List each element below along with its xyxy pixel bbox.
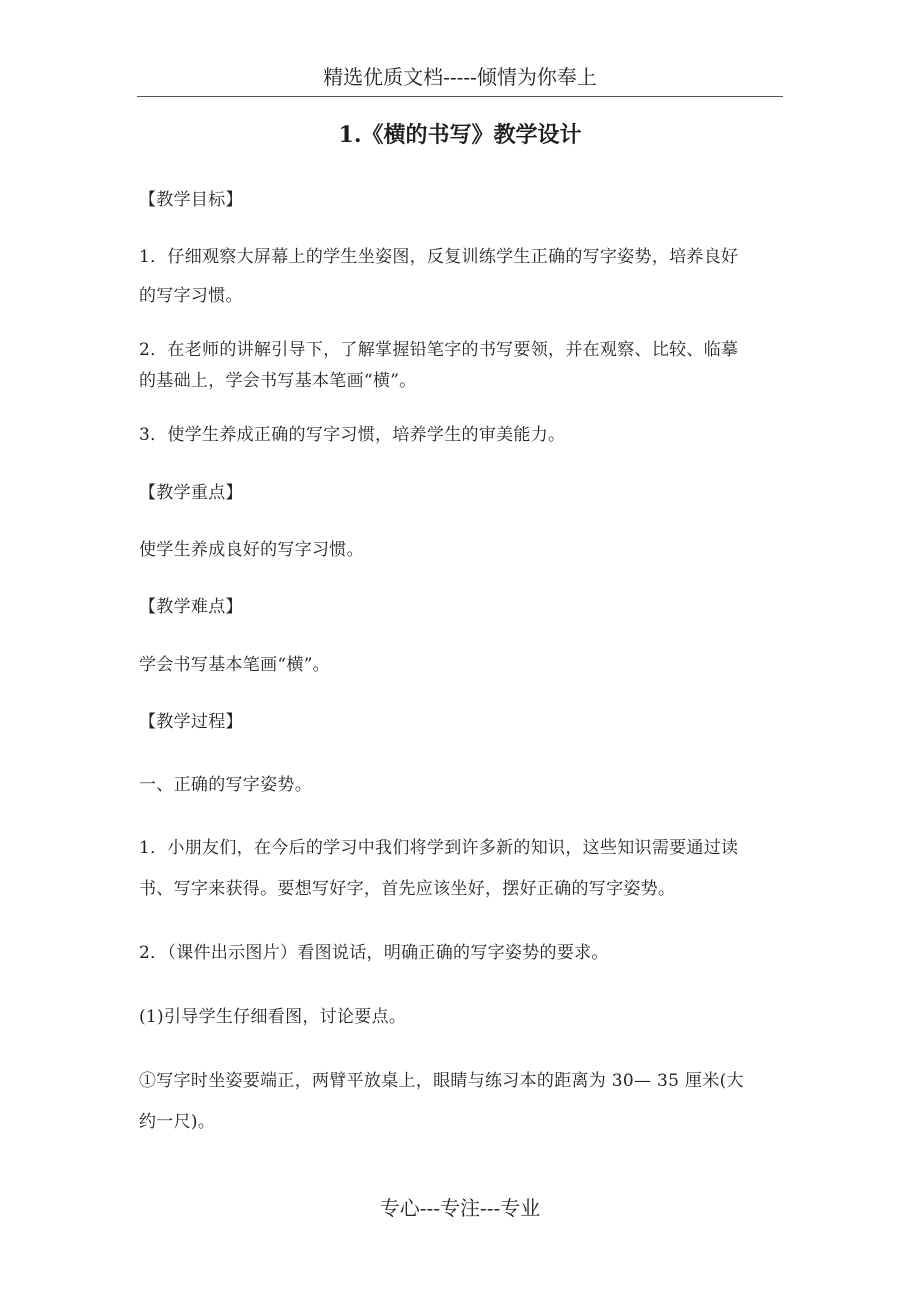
objective-1-line-1: 1．仔细观察大屏幕上的学生坐姿图，反复训练学生正确的写字姿势，培养良好	[139, 247, 739, 267]
difficulty-heading: 【教学难点】	[139, 597, 243, 617]
page-footer: 专心---专注---专业	[379, 1196, 541, 1220]
keypoint-text: 使学生养成良好的写字习惯。	[139, 540, 364, 560]
difficulty-text: 学会书写基本笔画“横”。	[139, 655, 330, 675]
sub-step-1: (1)引导学生仔细看图，讨论要点。	[139, 1007, 407, 1027]
page-header: 精选优质文档-----倾情为你奉上	[137, 58, 783, 97]
process-heading: 【教学过程】	[139, 712, 243, 732]
point-1-line-1: ①写字时坐姿要端正，两臂平放桌上，眼睛与练习本的距离为 30— 35 厘米(大	[139, 1071, 744, 1091]
point-1-line-2: 约一尺)。	[139, 1112, 216, 1132]
keypoint-heading: 【教学重点】	[139, 483, 243, 503]
step-1-line-1: 1．小朋友们，在今后的学习中我们将学到许多新的知识，这些知识需要通过读	[139, 838, 739, 858]
objective-1-line-2: 的写字习惯。	[139, 286, 243, 306]
step-2: 2．（课件出示图片）看图说话，明确正确的写字姿势的要求。	[139, 943, 609, 963]
document-title: 1.《横的书写》教学设计	[338, 122, 582, 148]
objective-2-line-2: 的基础上，学会书写基本笔画“横”。	[139, 371, 417, 391]
section-1-heading: 一、正确的写字姿势。	[139, 775, 312, 795]
objective-3: 3．使学生养成正确的写字习惯，培养学生的审美能力。	[139, 425, 566, 445]
objectives-heading: 【教学目标】	[139, 190, 243, 210]
objective-2-line-1: 2．在老师的讲解引导下，了解掌握铅笔字的书写要领，并在观察、比较、临摹	[139, 340, 739, 360]
step-1-line-2: 书、写字来获得。要想写好字，首先应该坐好，摆好正确的写字姿势。	[139, 879, 676, 899]
